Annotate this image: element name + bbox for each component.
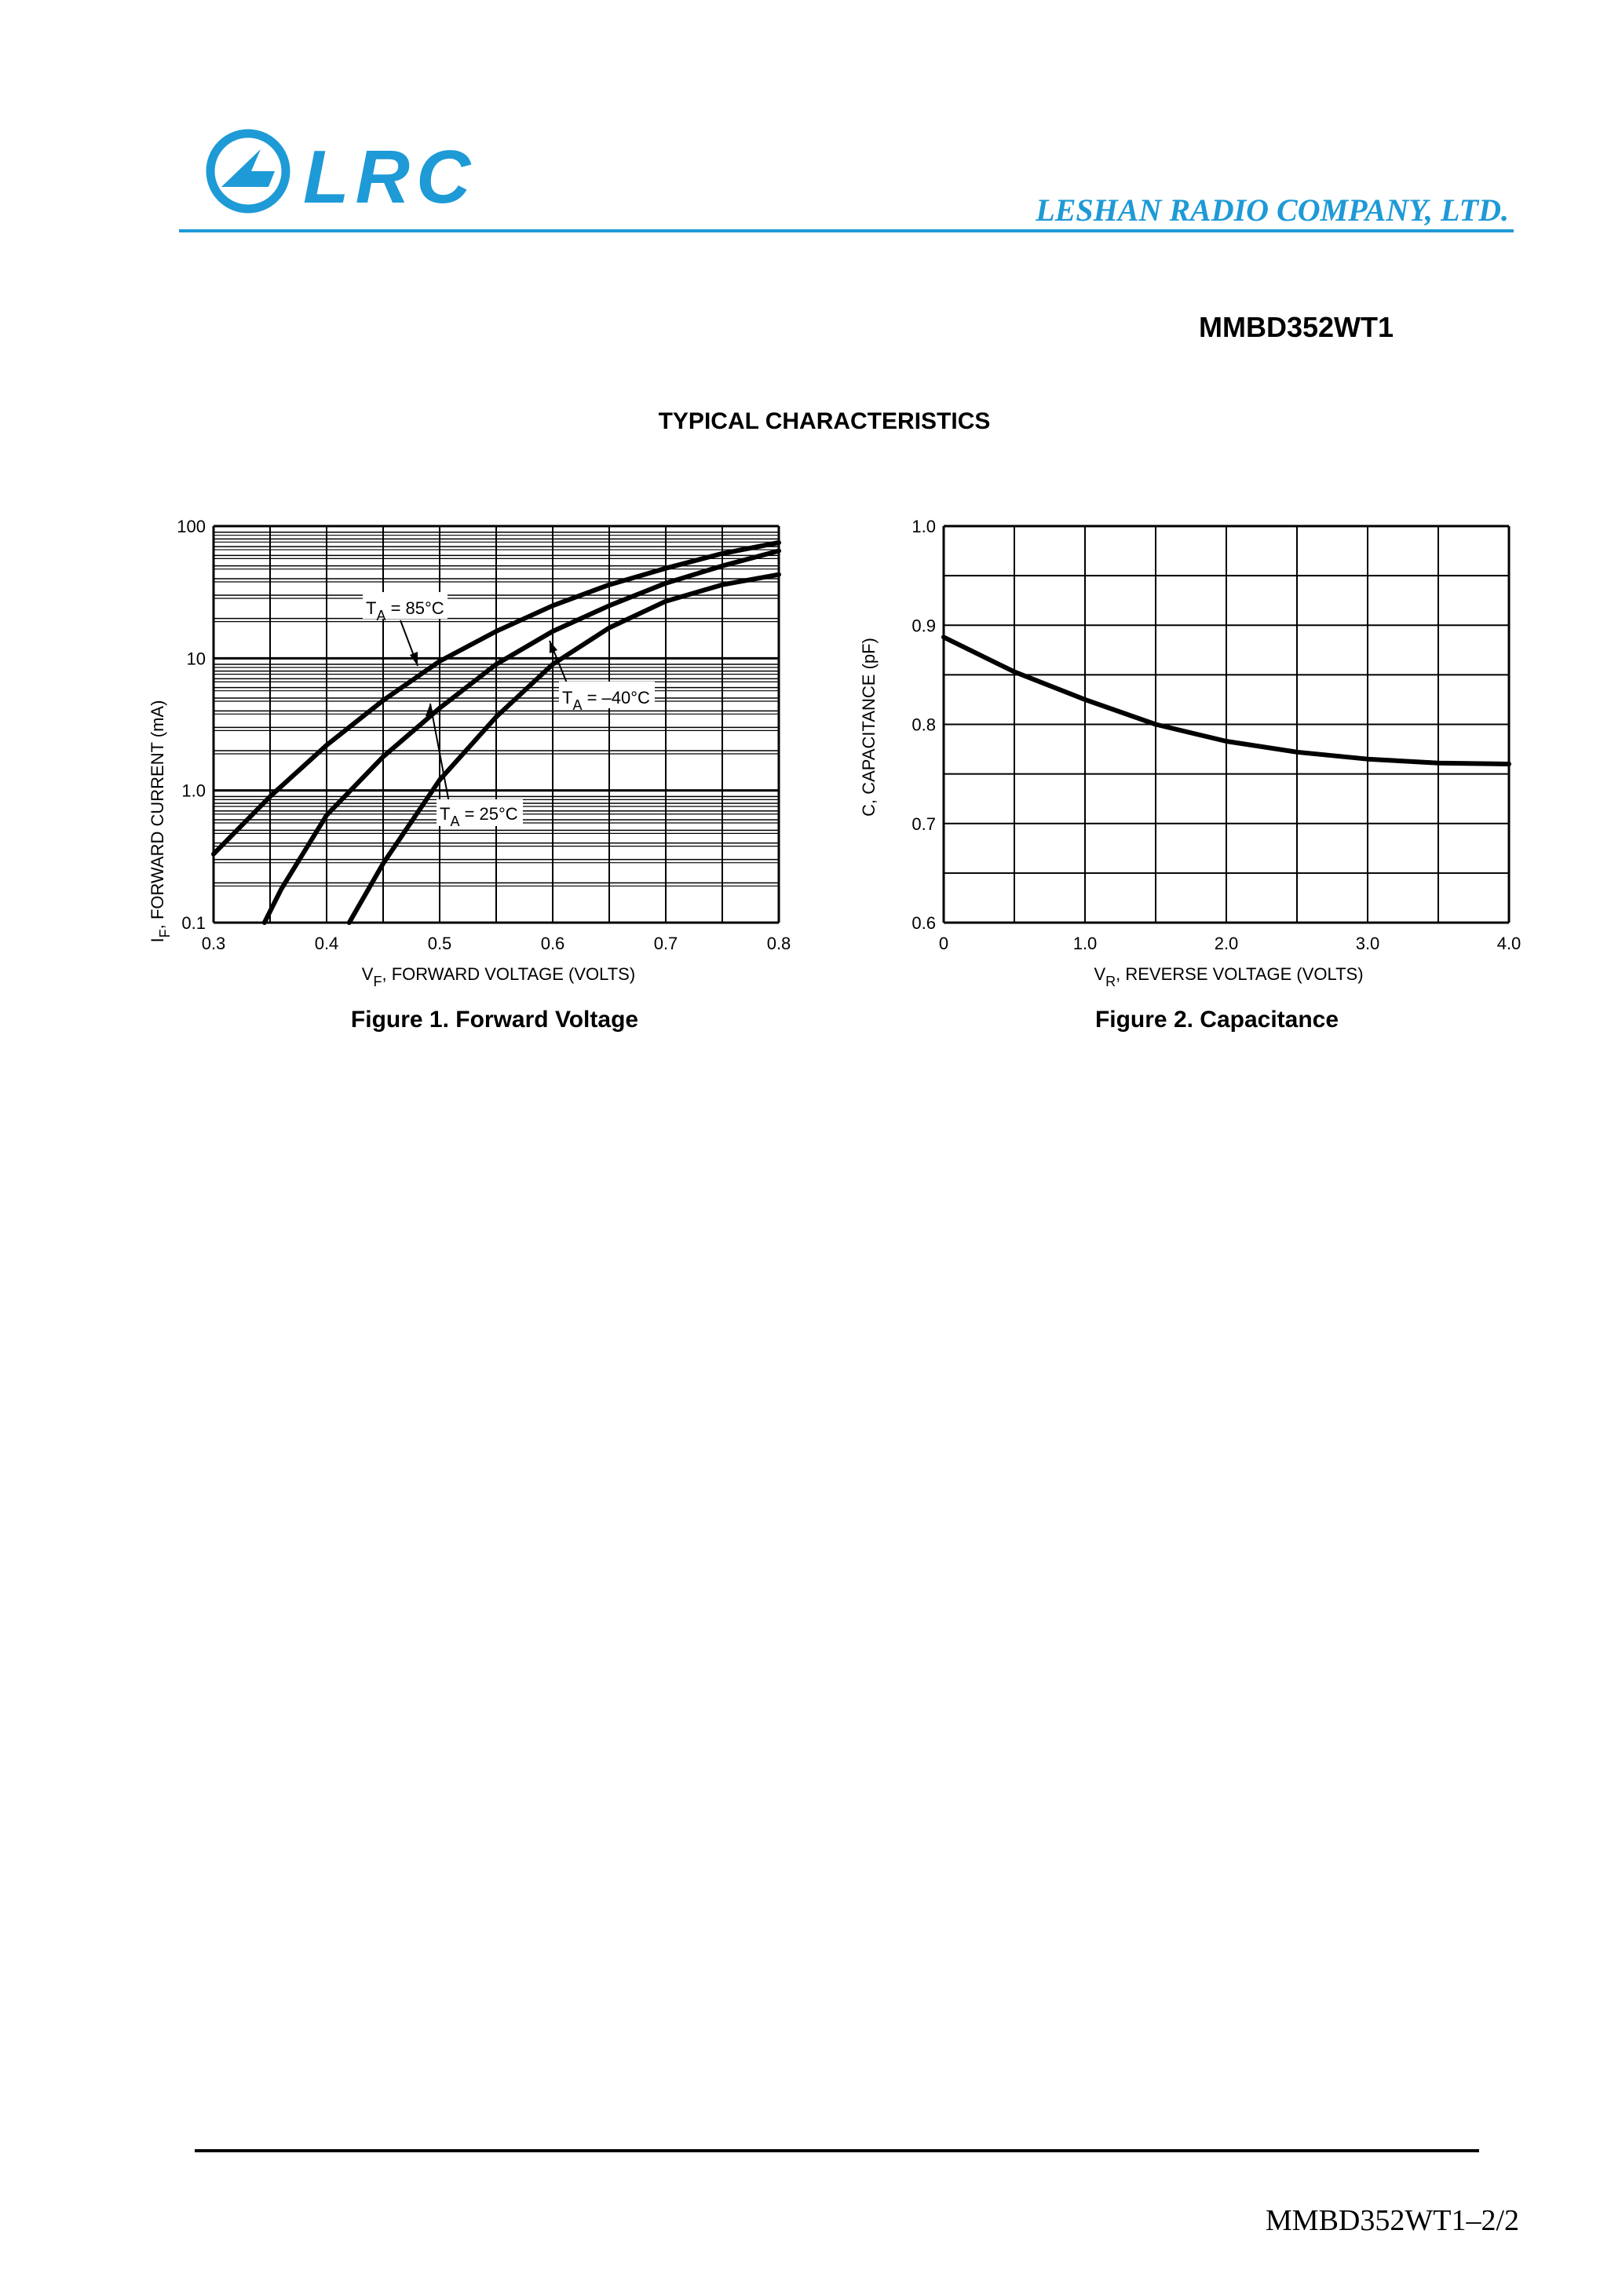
x-tick-label: 0.8 — [766, 934, 791, 953]
x-tick-label: 4.0 — [1496, 934, 1522, 953]
header-divider — [179, 229, 1514, 232]
series-label-85: $T_A = 85^\circ C$ — [366, 598, 444, 623]
y-tick-label: 1.0 — [911, 517, 936, 536]
chart2-ylabel: C, CAPACITANCE (pF) — [859, 638, 879, 817]
figure2-caption: Figure 2. Capacitance — [1094, 1007, 1339, 1033]
y-tick-label: 1.0 — [181, 781, 206, 801]
lrc-logo — [203, 126, 485, 220]
chart2-ticks — [911, 517, 1521, 953]
chart1-xlabel: $V_F$, FORWARD VOLTAGE (VOLTS) — [361, 964, 636, 989]
x-tick-label: 0.3 — [201, 934, 226, 953]
y-tick-label: 0.1 — [181, 913, 206, 933]
logo-arrow-icon — [221, 149, 275, 187]
y-tick-label: 0.8 — [911, 715, 936, 735]
chart1-ylabel: $I_F$, FORWARD CURRENT (mA) — [148, 700, 173, 943]
series-label-25: $T_A = 25^\circ C$ — [440, 804, 518, 829]
logo-text: LRC — [303, 135, 477, 219]
y-tick-label: 10 — [186, 649, 206, 669]
company-name: LESHAN RADIO COMPANY, LTD. — [1036, 192, 1509, 228]
x-tick-label: 0.7 — [653, 934, 678, 953]
x-tick-label: 0 — [938, 934, 949, 953]
footer-divider — [195, 2149, 1479, 2152]
figure1-caption: Figure 1. Forward Voltage — [350, 1007, 639, 1033]
y-tick-label: 0.6 — [911, 913, 936, 933]
forward-voltage-chart — [141, 495, 816, 997]
chart2-xlabel: $V_R$, REVERSE VOLTAGE (VOLTS) — [1094, 964, 1364, 989]
capacitance-chart — [840, 495, 1547, 997]
part-number: MMBD352WT1 — [1198, 311, 1394, 343]
section-title: TYPICAL CHARACTERISTICS — [658, 408, 991, 434]
y-tick-label: 0.7 — [911, 813, 936, 834]
x-tick-label: 3.0 — [1355, 934, 1380, 953]
x-tick-label: 0.4 — [314, 934, 339, 953]
x-tick-label: 0.6 — [540, 934, 565, 953]
y-tick-label: 100 — [177, 517, 206, 536]
series-label-m40: $T_A = -40^\circ C$ — [562, 688, 650, 713]
x-tick-label: 0.5 — [427, 934, 452, 953]
chart2-grid — [944, 526, 1509, 923]
x-tick-label: 2.0 — [1214, 934, 1239, 953]
series-line-1 — [265, 551, 779, 923]
x-tick-label: 1.0 — [1072, 934, 1098, 953]
page-label: MMBD352WT1–2/2 — [1266, 2204, 1519, 2237]
y-tick-label: 0.9 — [911, 616, 936, 636]
